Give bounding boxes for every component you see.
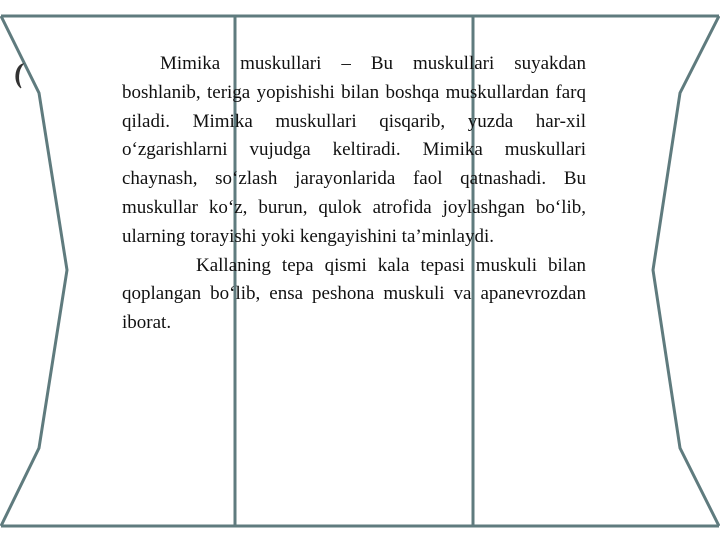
body-text: [122, 50, 586, 338]
left-frame-edge: [1, 16, 67, 526]
paragraph-mimika-muscles: Mimika muskullari – Bu muskullari suyakdan boshlanib, teriga yopishishi bilan boshqa muskullardan farq qiladi. Mimika muskullari qisqarib, yuzda har-xil o‘zgarishlarni vujudga keltiradi. Mimika muskullari chaynash, so‘zlash jarayonlarida faol qatnashadi. Bu muskullar ko‘z, burun, qulok atrofida joylashgan bo‘lib, ularning torayishi yoki kengayishini ta’minlaydi.: [122, 53, 586, 247]
crescent-mark-icon: [16, 64, 23, 88]
paragraph-cranial-muscles: Kallaning tepa qismi kala tepasi muskuli bilan qoplangan bo‘lib, ensa peshona muskuli va apanevrozdan iborat.: [122, 254, 586, 334]
right-frame-edge: [653, 16, 719, 526]
